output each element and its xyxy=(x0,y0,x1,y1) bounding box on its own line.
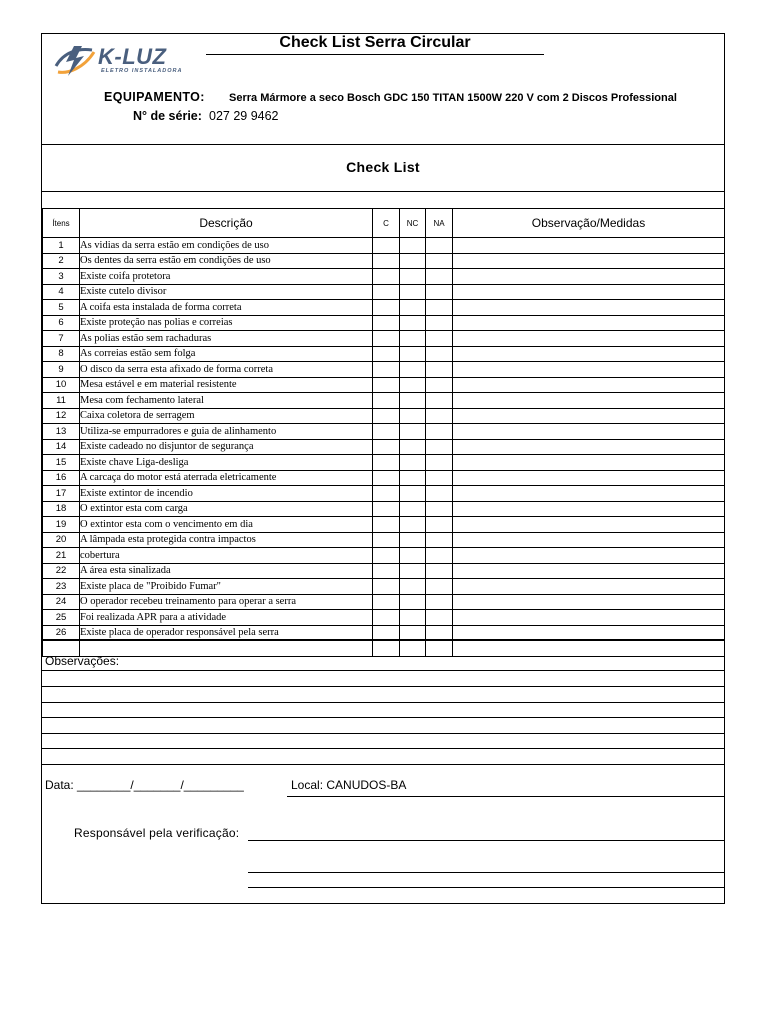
local-underline xyxy=(287,796,725,797)
observation-cell[interactable] xyxy=(453,331,725,347)
header-observacao: Observação/Medidas xyxy=(453,209,725,238)
obs-line xyxy=(42,686,724,687)
item-number: 2 xyxy=(43,253,80,269)
check-nc-cell[interactable] xyxy=(400,315,426,331)
table-row xyxy=(43,455,725,471)
check-na-cell[interactable] xyxy=(426,501,453,517)
item-description: O disco da serra esta afixado de forma correta xyxy=(80,362,373,378)
check-nc-cell[interactable] xyxy=(400,238,426,254)
item-description: Existe placa de "Proibido Fumar" xyxy=(80,579,373,595)
table-row xyxy=(43,610,725,626)
item-description: Existe coifa protetora xyxy=(80,269,373,285)
check-c-cell[interactable] xyxy=(373,238,400,254)
item-number: 21 xyxy=(43,548,80,564)
checklist-title: Check List xyxy=(346,159,420,175)
obs-line xyxy=(42,764,724,765)
check-c-cell[interactable] xyxy=(373,393,400,409)
item-number: 18 xyxy=(43,501,80,517)
obs-line xyxy=(42,717,724,718)
item-description: Existe cadeado no disjuntor de segurança xyxy=(80,439,373,455)
item-description: Utiliza-se empurradores e guia de alinhamento xyxy=(80,424,373,440)
check-c-cell[interactable] xyxy=(373,362,400,378)
item-number: 20 xyxy=(43,532,80,548)
check-c-cell[interactable] xyxy=(373,253,400,269)
item-number: 17 xyxy=(43,486,80,502)
check-c-cell[interactable] xyxy=(373,331,400,347)
checklist-table xyxy=(42,208,725,657)
check-c-cell[interactable] xyxy=(373,579,400,595)
obs-line xyxy=(42,702,724,703)
header-c: C xyxy=(373,209,400,238)
signature-line[interactable] xyxy=(248,872,725,873)
observation-cell[interactable] xyxy=(453,300,725,316)
table-row xyxy=(43,486,725,502)
header-descricao: Descrição xyxy=(80,209,373,238)
check-na-cell[interactable] xyxy=(426,300,453,316)
header-itens: Ítens xyxy=(43,209,80,238)
check-na-cell[interactable] xyxy=(426,393,453,409)
item-description: Foi realizada APR para a atividade xyxy=(80,610,373,626)
item-number: 22 xyxy=(43,563,80,579)
item-description: Mesa com fechamento lateral xyxy=(80,393,373,409)
check-nc-cell[interactable] xyxy=(400,300,426,316)
table-row xyxy=(43,238,725,254)
empty-cell xyxy=(373,641,400,657)
check-c-cell[interactable] xyxy=(373,532,400,548)
observation-cell[interactable] xyxy=(453,408,725,424)
check-c-cell[interactable] xyxy=(373,300,400,316)
check-na-cell[interactable] xyxy=(426,346,453,362)
item-description: Existe cutelo divisor xyxy=(80,284,373,300)
item-number: 1 xyxy=(43,238,80,254)
check-na-cell[interactable] xyxy=(426,579,453,595)
check-na-cell[interactable] xyxy=(426,532,453,548)
local-field[interactable]: Local: CANUDOS-BA xyxy=(291,778,407,792)
check-nc-cell[interactable] xyxy=(400,470,426,486)
check-nc-cell[interactable] xyxy=(400,563,426,579)
table-row xyxy=(43,579,725,595)
checklist-sheet xyxy=(41,33,725,904)
check-c-cell[interactable] xyxy=(373,377,400,393)
check-c-cell[interactable] xyxy=(373,594,400,610)
equipment-value: Serra Mármore a seco Bosch GDC 150 TITAN 1500W 220 V com 2 Discos Professional xyxy=(229,92,677,104)
check-na-cell[interactable] xyxy=(426,408,453,424)
table-row xyxy=(43,300,725,316)
item-number: 23 xyxy=(43,579,80,595)
observation-cell[interactable] xyxy=(453,486,725,502)
item-number: 4 xyxy=(43,284,80,300)
observation-cell[interactable] xyxy=(453,377,725,393)
check-na-cell[interactable] xyxy=(426,486,453,502)
item-number: 11 xyxy=(43,393,80,409)
table-row xyxy=(43,439,725,455)
equipment-label: EQUIPAMENTO: xyxy=(104,90,205,104)
observation-cell[interactable] xyxy=(453,501,725,517)
observation-cell[interactable] xyxy=(453,238,725,254)
serial-value: 027 29 9462 xyxy=(209,109,279,123)
observation-cell[interactable] xyxy=(453,563,725,579)
logo-subtext: ELETRO INSTALADORA xyxy=(101,68,183,74)
table-row xyxy=(43,377,725,393)
check-nc-cell[interactable] xyxy=(400,548,426,564)
check-nc-cell[interactable] xyxy=(400,284,426,300)
data-field[interactable]: Data: ________/_______/_________ xyxy=(45,778,244,792)
check-c-cell[interactable] xyxy=(373,455,400,471)
item-number: 9 xyxy=(43,362,80,378)
check-na-cell[interactable] xyxy=(426,284,453,300)
item-number: 19 xyxy=(43,517,80,533)
check-nc-cell[interactable] xyxy=(400,517,426,533)
check-na-cell[interactable] xyxy=(426,455,453,471)
check-na-cell[interactable] xyxy=(426,548,453,564)
item-number: 5 xyxy=(43,300,80,316)
check-c-cell[interactable] xyxy=(373,284,400,300)
item-description: Caixa coletora de serragem xyxy=(80,408,373,424)
observation-cell[interactable] xyxy=(453,253,725,269)
observation-cell[interactable] xyxy=(453,393,725,409)
check-c-cell[interactable] xyxy=(373,269,400,285)
table-row xyxy=(43,362,725,378)
obs-line xyxy=(42,670,724,671)
empty-cell xyxy=(426,641,453,657)
check-c-cell[interactable] xyxy=(373,315,400,331)
check-nc-cell[interactable] xyxy=(400,501,426,517)
item-description: Existe proteção nas polias e correias xyxy=(80,315,373,331)
table-row xyxy=(43,548,725,564)
observation-cell[interactable] xyxy=(453,594,725,610)
table-row xyxy=(43,501,725,517)
header-nc: NC xyxy=(400,209,426,238)
page-title: Check List Serra Circular xyxy=(206,34,544,55)
item-description: O extintor esta com o vencimento em dia xyxy=(80,517,373,533)
table-row xyxy=(43,470,725,486)
check-nc-cell[interactable] xyxy=(400,579,426,595)
check-na-cell[interactable] xyxy=(426,269,453,285)
empty-cell xyxy=(80,641,373,657)
check-nc-cell[interactable] xyxy=(400,610,426,626)
table-row xyxy=(43,331,725,347)
observation-cell[interactable] xyxy=(453,424,725,440)
observacoes-label: Observações: xyxy=(45,654,120,668)
observation-cell[interactable] xyxy=(453,455,725,471)
item-number: 8 xyxy=(43,346,80,362)
item-description: O extintor esta com carga xyxy=(80,501,373,517)
check-na-cell[interactable] xyxy=(426,470,453,486)
divider xyxy=(42,191,724,192)
check-na-cell[interactable] xyxy=(426,424,453,440)
check-nc-cell[interactable] xyxy=(400,346,426,362)
check-na-cell[interactable] xyxy=(426,315,453,331)
item-description: Existe placa de operador responsável pela serra xyxy=(80,625,373,641)
table-row xyxy=(43,563,725,579)
check-na-cell[interactable] xyxy=(426,238,453,254)
check-nc-cell[interactable] xyxy=(400,269,426,285)
observation-cell[interactable] xyxy=(453,346,725,362)
table-row xyxy=(43,424,725,440)
item-number: 14 xyxy=(43,439,80,455)
check-nc-cell[interactable] xyxy=(400,408,426,424)
item-number: 16 xyxy=(43,470,80,486)
check-c-cell[interactable] xyxy=(373,470,400,486)
check-c-cell[interactable] xyxy=(373,501,400,517)
item-description: Os dentes da serra estão em condições de uso xyxy=(80,253,373,269)
logo-text: K-LUZ xyxy=(98,44,167,69)
check-c-cell[interactable] xyxy=(373,610,400,626)
observation-cell[interactable] xyxy=(453,610,725,626)
check-c-cell[interactable] xyxy=(373,486,400,502)
table-row xyxy=(43,517,725,533)
check-nc-cell[interactable] xyxy=(400,532,426,548)
item-description: A lâmpada esta protegida contra impactos xyxy=(80,532,373,548)
check-nc-cell[interactable] xyxy=(400,594,426,610)
item-description: A área esta sinalizada xyxy=(80,563,373,579)
table-row xyxy=(43,408,725,424)
check-nc-cell[interactable] xyxy=(400,253,426,269)
check-nc-cell[interactable] xyxy=(400,486,426,502)
check-na-cell[interactable] xyxy=(426,439,453,455)
check-na-cell[interactable] xyxy=(426,563,453,579)
item-number: 13 xyxy=(43,424,80,440)
check-c-cell[interactable] xyxy=(373,346,400,362)
check-nc-cell[interactable] xyxy=(400,439,426,455)
empty-cell xyxy=(400,641,426,657)
item-description: A carcaça do motor está aterrada eletricamente xyxy=(80,470,373,486)
item-number: 12 xyxy=(43,408,80,424)
table-row xyxy=(43,253,725,269)
table-row xyxy=(43,594,725,610)
signature-line[interactable] xyxy=(248,840,725,841)
obs-line xyxy=(42,748,724,749)
obs-line xyxy=(42,733,724,734)
check-c-cell[interactable] xyxy=(373,408,400,424)
empty-cell xyxy=(453,641,725,657)
item-description: Mesa estável e em material resistente xyxy=(80,377,373,393)
check-nc-cell[interactable] xyxy=(400,362,426,378)
check-na-cell[interactable] xyxy=(426,253,453,269)
table-row xyxy=(43,315,725,331)
check-nc-cell[interactable] xyxy=(400,331,426,347)
header-na: NA xyxy=(426,209,453,238)
observation-cell[interactable] xyxy=(453,548,725,564)
observation-cell[interactable] xyxy=(453,362,725,378)
check-nc-cell[interactable] xyxy=(400,455,426,471)
table-row xyxy=(43,641,725,657)
table-row xyxy=(43,346,725,362)
table-row xyxy=(43,532,725,548)
observation-cell[interactable] xyxy=(453,269,725,285)
check-nc-cell[interactable] xyxy=(400,377,426,393)
observation-cell[interactable] xyxy=(453,284,725,300)
observation-cell[interactable] xyxy=(453,579,725,595)
lightning-bolt-icon xyxy=(54,44,98,78)
company-logo xyxy=(54,44,189,78)
item-number: 24 xyxy=(43,594,80,610)
item-number: 15 xyxy=(43,455,80,471)
table-header-row xyxy=(43,209,725,238)
observation-cell[interactable] xyxy=(453,532,725,548)
check-c-cell[interactable] xyxy=(373,517,400,533)
item-description: Existe extintor de incendio xyxy=(80,486,373,502)
check-nc-cell[interactable] xyxy=(400,393,426,409)
check-c-cell[interactable] xyxy=(373,439,400,455)
check-na-cell[interactable] xyxy=(426,362,453,378)
check-na-cell[interactable] xyxy=(426,331,453,347)
item-description: As correias estão sem folga xyxy=(80,346,373,362)
check-c-cell[interactable] xyxy=(373,563,400,579)
item-description: O operador recebeu treinamento para operar a serra xyxy=(80,594,373,610)
check-na-cell[interactable] xyxy=(426,610,453,626)
observation-cell[interactable] xyxy=(453,470,725,486)
item-description: A coifa esta instalada de forma correta xyxy=(80,300,373,316)
item-number: 6 xyxy=(43,315,80,331)
check-na-cell[interactable] xyxy=(426,594,453,610)
check-na-cell[interactable] xyxy=(426,517,453,533)
item-number: 25 xyxy=(43,610,80,626)
item-number: 26 xyxy=(43,625,80,641)
item-number: 7 xyxy=(43,331,80,347)
signature-line[interactable] xyxy=(248,887,725,888)
check-c-cell[interactable] xyxy=(373,424,400,440)
observation-cell[interactable] xyxy=(453,315,725,331)
check-c-cell[interactable] xyxy=(373,548,400,564)
observation-cell[interactable] xyxy=(453,439,725,455)
item-number: 10 xyxy=(43,377,80,393)
serial-label: N° de série: xyxy=(133,109,202,123)
responsavel-label: Responsável pela verificação: xyxy=(74,826,240,840)
item-description: cobertura xyxy=(80,548,373,564)
table-row xyxy=(43,284,725,300)
item-description: Existe chave Liga-desliga xyxy=(80,455,373,471)
check-na-cell[interactable] xyxy=(426,377,453,393)
divider xyxy=(42,144,724,145)
check-nc-cell[interactable] xyxy=(400,424,426,440)
item-number: 3 xyxy=(43,269,80,285)
item-description: As polias estão sem rachaduras xyxy=(80,331,373,347)
item-description: As vidias da serra estão em condições de uso xyxy=(80,238,373,254)
table-row xyxy=(43,269,725,285)
table-row xyxy=(43,393,725,409)
divider xyxy=(42,639,724,640)
observation-cell[interactable] xyxy=(453,517,725,533)
